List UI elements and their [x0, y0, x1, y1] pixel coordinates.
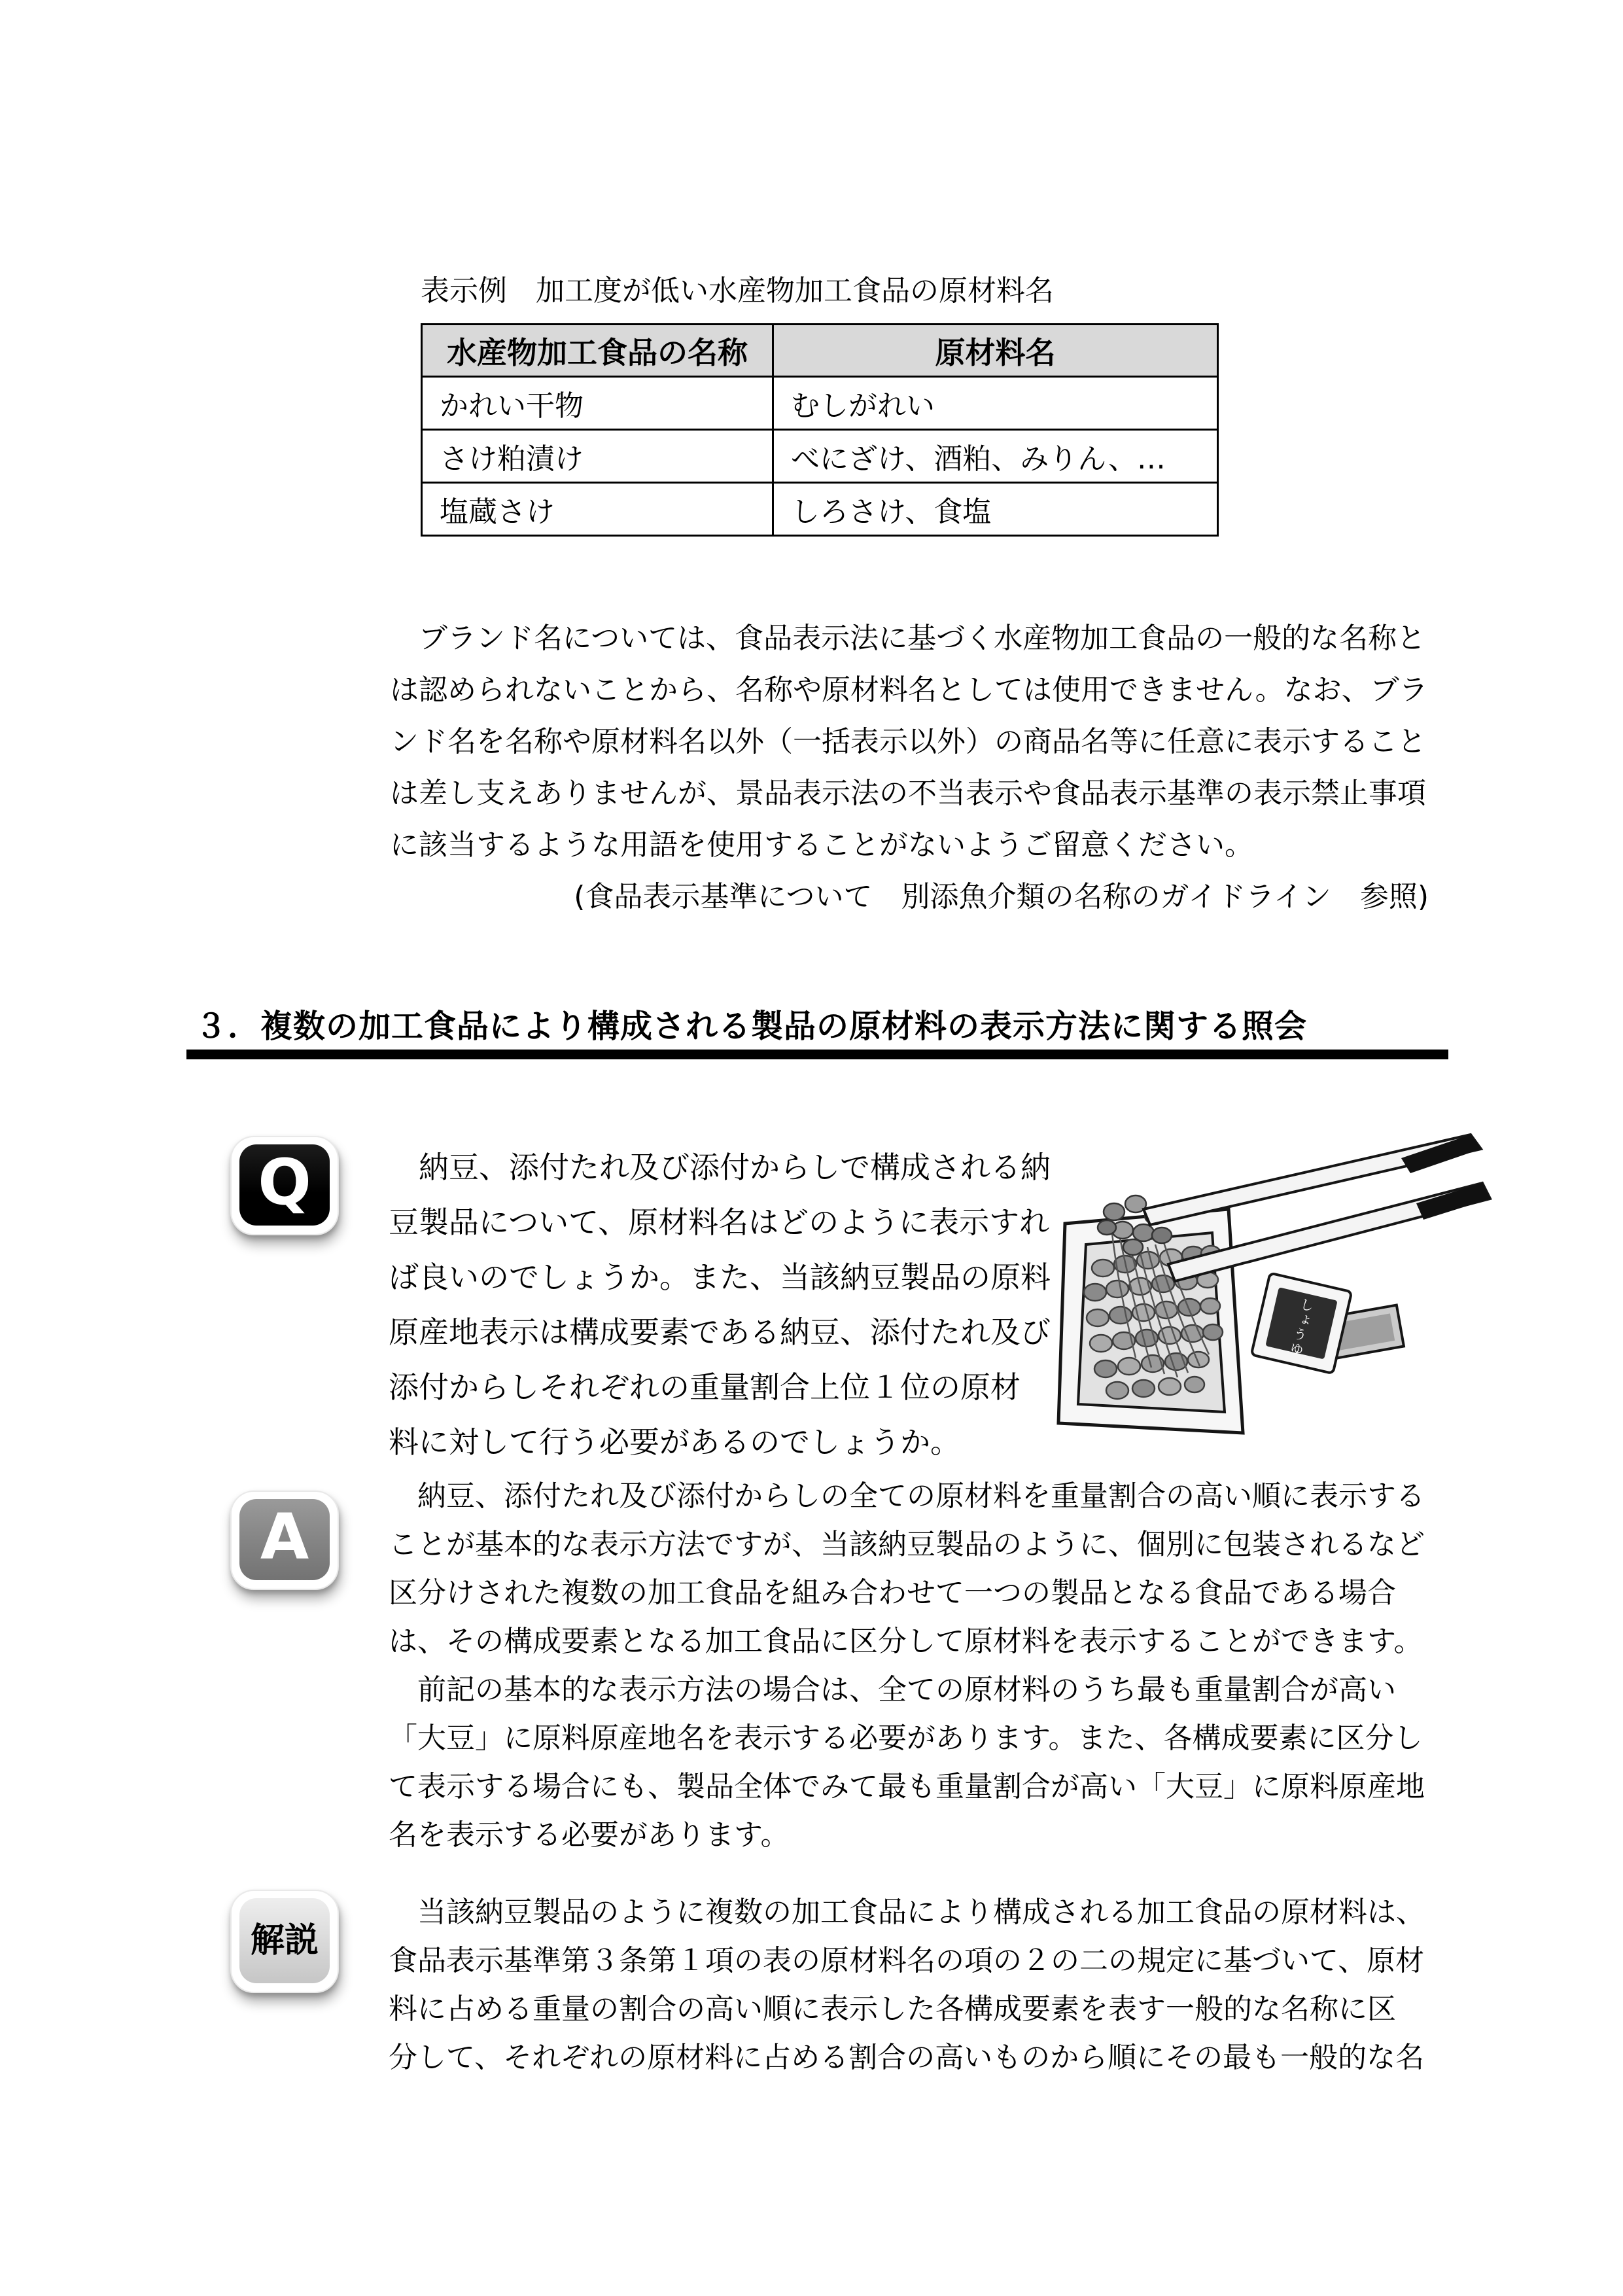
commentary-line: 食品表示基準第３条第１項の表の原材料名の項の２の二の規定に基づいて、原材: [389, 1944, 1425, 1977]
reference-note: (食品表示基準について 別添魚介類の名称のガイドライン 参照): [574, 880, 1429, 913]
commentary-badge-key: [239, 1898, 330, 1983]
question-badge-key: [239, 1144, 330, 1226]
answer-line: 「大豆」に原料原産地名を表示する必要があります。また、各構成要素に区分し: [389, 1722, 1423, 1755]
paragraph-line: は認められないことから、名称や原材料名としては使用できません。なお、ブラ: [390, 673, 1428, 707]
question-text: [389, 1140, 1062, 1470]
cell-ingredients: べにざけ、酒粕、みりん、…: [773, 430, 1218, 483]
paragraph-line: ブランド名については、食品表示法に基づく水産物加工食品の一般的な名称と: [390, 622, 1426, 655]
natto-pack: [1058, 1209, 1243, 1433]
answer-line: 区分けされた複数の加工食品を組み合わせて一つの製品となる食品である場合: [389, 1576, 1396, 1610]
natto-pack-illustration: [1052, 1125, 1503, 1459]
commentary-badge: [230, 1890, 339, 1993]
header-cell-product-name: 水産物加工食品の名称: [422, 325, 773, 377]
answer-line: 納豆、添付たれ及び添付からしの全ての原材料を重量割合の高い順に表示する: [389, 1479, 1425, 1513]
answer-line: 名を表示する必要があります。: [389, 1818, 790, 1852]
question-line: 添付からしそれぞれの重量割合上位１位の原材: [389, 1369, 1021, 1405]
paragraph-line: ンド名を名称や原材料名以外（一括表示以外）の商品名等に任意に表示すること: [390, 725, 1426, 758]
table-row: [422, 430, 1218, 483]
answer-badge-label: A: [260, 1500, 309, 1574]
cell-product-name: かれい干物: [422, 377, 773, 430]
question-badge: [230, 1136, 339, 1235]
cell-ingredients: しろさけ、食塩: [773, 483, 1218, 536]
section-heading: ３．複数の加工食品により構成される製品の原材料の表示方法に関する照会: [195, 1008, 1308, 1045]
question-line: 料に対して行う必要があるのでしょうか。: [389, 1424, 960, 1460]
soy-sauce-packet: [1251, 1273, 1352, 1374]
commentary-text: [389, 1888, 1425, 2082]
answer-line: て表示する場合にも、製品全体でみて最も重量割合が高い「大豆」に原料原産地: [389, 1770, 1425, 1803]
brand-note-paragraph: [390, 612, 1428, 871]
paragraph-line: に該当するような用語を使用することがないようご留意ください。: [390, 828, 1253, 862]
answer-text: [389, 1472, 1425, 1860]
answer-line: は、その構成要素となる加工食品に区分して原材料を表示することができます。: [389, 1625, 1423, 1658]
question-line: 原産地表示は構成要素である納豆、添付たれ及び: [389, 1315, 1051, 1350]
answer-line: ことが基本的な表示方法ですが、当該納豆製品のように、個別に包装されるなど: [389, 1528, 1425, 1561]
heading-underline-rule: [186, 1050, 1448, 1059]
answer-badge: [230, 1491, 339, 1590]
cell-product-name: さけ粕漬け: [422, 430, 773, 483]
paragraph-line: は差し支えありませんが、景品表示法の不当表示や食品表示基準の表示禁止事項: [390, 777, 1426, 810]
table-row: [422, 483, 1218, 536]
question-badge-label: Q: [258, 1146, 311, 1219]
commentary-line: 分して、それぞれの原材料に占める割合の高いものから順にその最も一般的な名: [389, 2041, 1425, 2074]
table-header-row: [422, 325, 1218, 377]
table-caption: 表示例 加工度が低い水産物加工食品の原材料名: [421, 274, 1054, 308]
commentary-badge-label: 解説: [250, 1921, 319, 1960]
commentary-line: 当該納豆製品のように複数の加工食品により構成される加工食品の原材料は、: [389, 1896, 1425, 1929]
cell-product-name: 塩蔵さけ: [422, 483, 773, 536]
answer-badge-key: [239, 1499, 330, 1580]
commentary-line: 料に占める重量の割合の高い順に表示した各構成要素を表す一般的な名称に区: [389, 1992, 1396, 2026]
question-line: 納豆、添付たれ及び添付からしで構成される納: [389, 1150, 1051, 1185]
header-cell-ingredients: 原材料名: [773, 325, 1218, 377]
question-line: 豆製品について、原材料名はどのように表示すれ: [389, 1205, 1050, 1240]
cell-ingredients: むしがれい: [773, 377, 1218, 430]
example-table: [421, 323, 1219, 537]
table-row: [422, 377, 1218, 430]
sauce-packet-label: しょうゆ: [1287, 1296, 1316, 1358]
chopsticks: [1143, 1135, 1490, 1281]
answer-line: 前記の基本的な表示方法の場合は、全ての原材料のうち最も重量割合が高い: [389, 1673, 1396, 1706]
question-line: ば良いのでしょうか。また、当該納豆製品の原料: [389, 1260, 1051, 1295]
